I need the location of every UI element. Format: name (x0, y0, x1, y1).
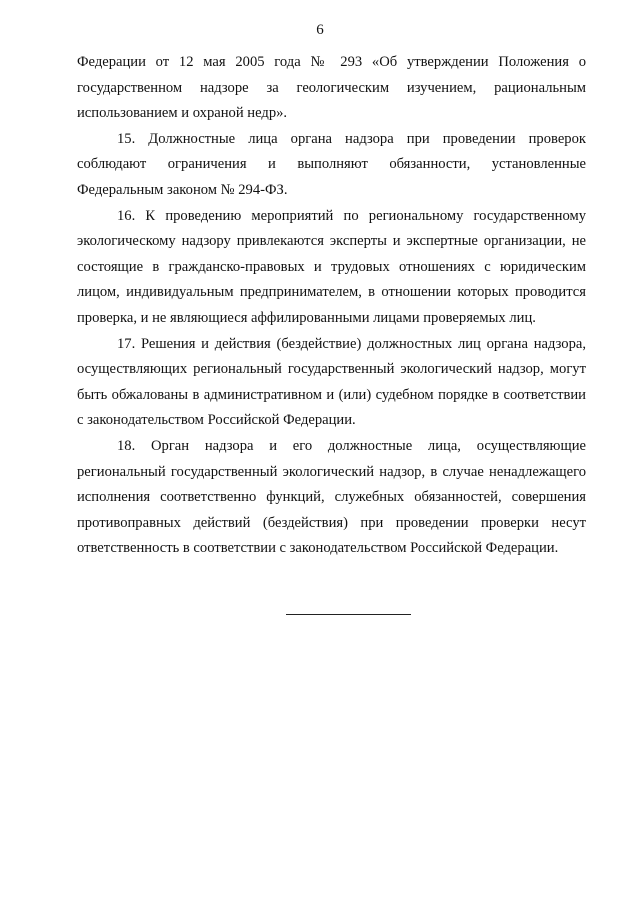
document-body (77, 50, 586, 562)
paragraph-16: 16. К проведению мероприятий по региональному государственному экологическому надзору привлекаются эксперты и экспертные организации, не состоящие в гражданско-правовых и трудовых отношениях с юридическим лицом, индивидуальным предпринимателем, в отношении которых проводится проверка, и не являющиеся аффилированными лицами проверяемых лиц. (77, 207, 586, 326)
paragraph-continuation: Федерации от 12 мая 2005 года № 293 «Об утверждении Положения о государственном надзоре за геологическим изучением, рациональным использованием и охраной недр». (77, 54, 586, 122)
paragraph-15: 15. Должностные лица органа надзора при проведении проверок соблюдают ограничения и выполняют обязанности, установленные Федеральным законом № 294-ФЗ. (77, 130, 586, 198)
page-number: 6 (316, 22, 324, 38)
end-separator-line (286, 614, 411, 615)
paragraph-18: 18. Орган надзора и его должностные лица, осуществляющие региональный государственный экологический надзор, в случае ненадлежащего исполнения соответственно функций, служебных обязанностей, совершения противоправных действий (бездействия) при проведении проверки несут ответственность в соответствии с законодательством Российской Федерации. (77, 437, 586, 557)
paragraph-17: 17. Решения и действия (бездействие) должностных лиц органа надзора, осуществляющих региональный государственный экологический надзор, могут быть обжалованы в административном и (или) судебном порядке в соответствии с законодательством Российской Федерации. (77, 335, 586, 429)
